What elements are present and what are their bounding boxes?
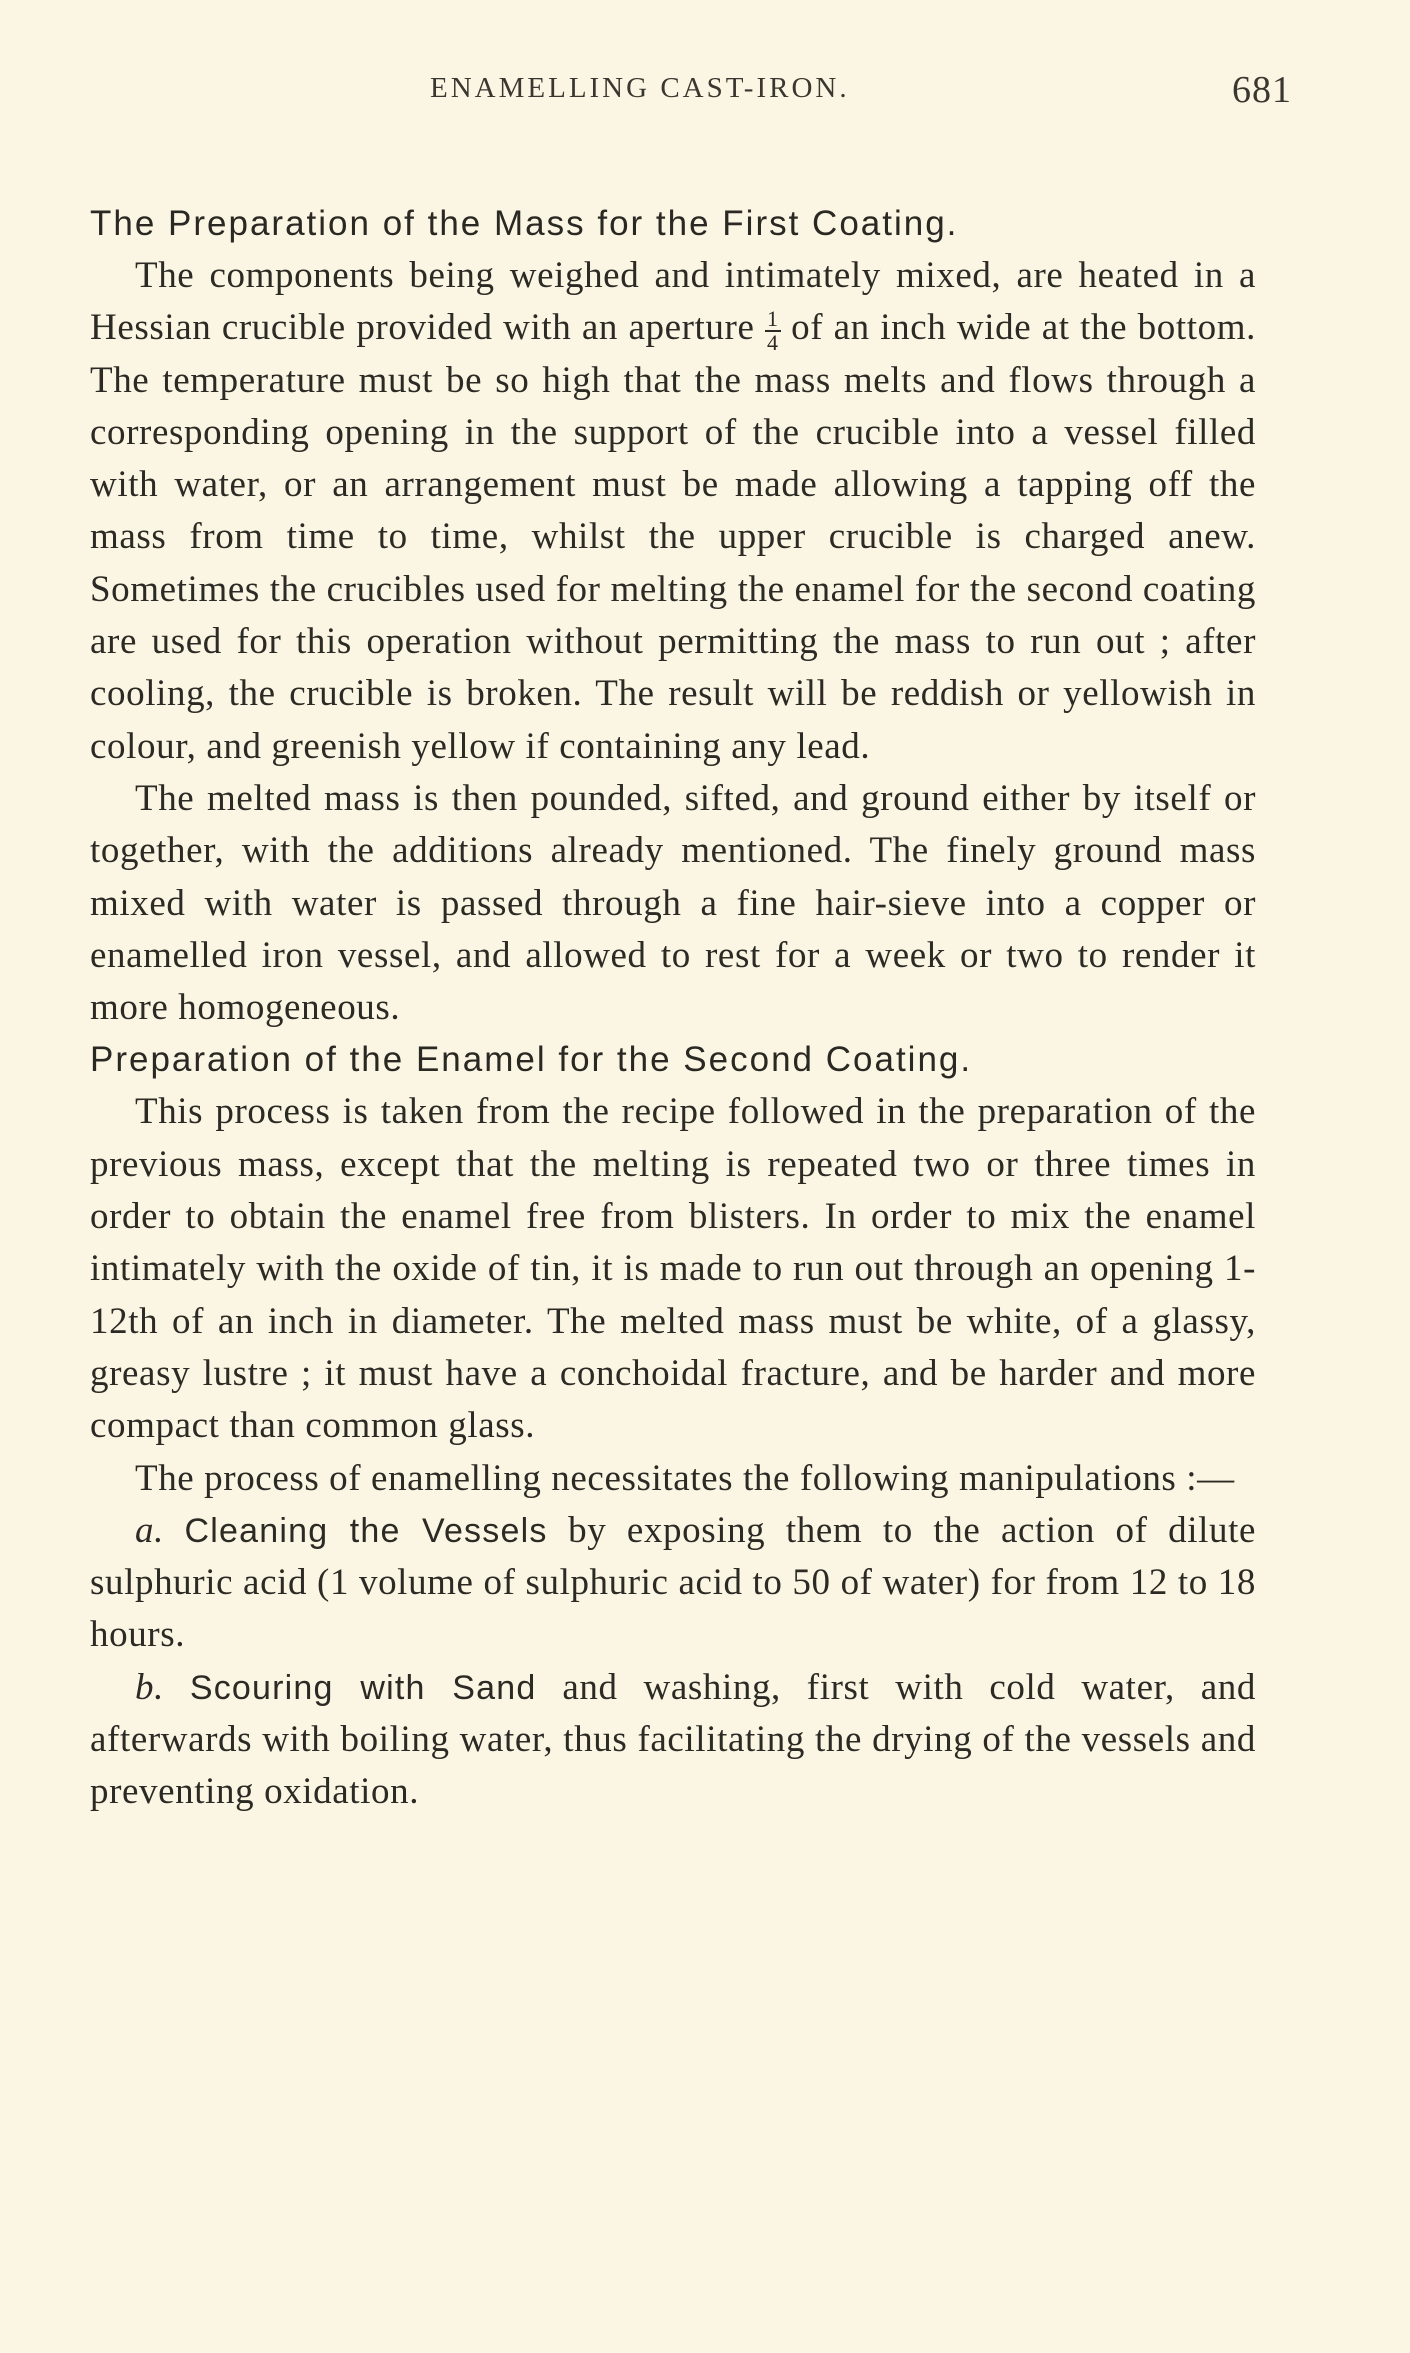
section-heading-second-coating: Preparation of the Enamel for the Second Coating. — [90, 1040, 973, 1080]
section-heading-first-coating: The Preparation of the Mass for the First Coating. — [90, 204, 959, 243]
fraction-quarter — [765, 305, 781, 355]
page-number: 681 — [1232, 69, 1292, 111]
list-item-scouring — [90, 1662, 1256, 1819]
running-head — [0, 69, 1410, 112]
paragraph-manipulations: The process of enamelling necessitates the following manipulations :— — [135, 1457, 1235, 1499]
paragraph-text: The components being weighed and intimately mixed, are heated in a Hessian crucible provided with an aperture — [90, 255, 1256, 349]
fraction-numerator: 1 — [767, 305, 779, 331]
list-item-cleaning — [90, 1505, 1256, 1662]
item-label: Cleaning the Vessels — [184, 1511, 548, 1550]
list-marker: b. — [135, 1666, 164, 1708]
paragraph-components — [90, 250, 1256, 773]
paragraph-melted-mass: The melted mass is then pounded, sifted, and ground either by itself or together, with the additions already mentioned. The finely ground mass mixed with water is passed through a fine hair-sieve into a copper or enamelled iron vessel, and allowed to rest for a week or two to render it more homogeneous. — [90, 777, 1256, 1029]
item-text: by exposing them to the action of dilute sulphuric acid (1 volume of sulphuric acid to 50 of water) for from 12 to 18 hours. — [90, 1509, 1256, 1656]
list-marker: a. — [135, 1509, 164, 1551]
paragraph-text: of an inch wide at the bottom. The temperature must be so high that the mass melts and flows through a corresponding opening in the support of the crucible into a vessel filled with water, or an arrangement must be made allowing a tapping off the mass from time to time, whilst the upper crucible is charged anew. Sometimes the crucibles used for melting the enamel for the second coating are used for this operation without permitting the mass to run out ; after cooling, the crucible is broken. The result will be reddish or yellowish in colour, and greenish yellow if containing any lead. — [90, 307, 1256, 767]
item-text: and washing, first with cold water, and afterwards with boiling water, thus facilitating the drying of the vessels and preventing oxidation. — [90, 1666, 1256, 1813]
body-text — [90, 198, 1256, 1819]
running-title: ENAMELLING CAST-IRON. — [430, 72, 850, 104]
item-label: Scouring with Sand — [189, 1668, 537, 1707]
fraction-denominator: 4 — [767, 329, 779, 355]
paragraph-process: This process is taken from the recipe followed in the preparation of the previous mass, except that the melting is repeated two or three times in order to obtain the enamel free from blisters. In order to mix the enamel intimately with the oxide of tin, it is made to run out through an opening 1-12th of an inch in diameter. The melted mass must be white, of a glassy, greasy lustre ; it must have a conchoidal fracture, and be harder and more compact than common glass. — [90, 1091, 1256, 1447]
